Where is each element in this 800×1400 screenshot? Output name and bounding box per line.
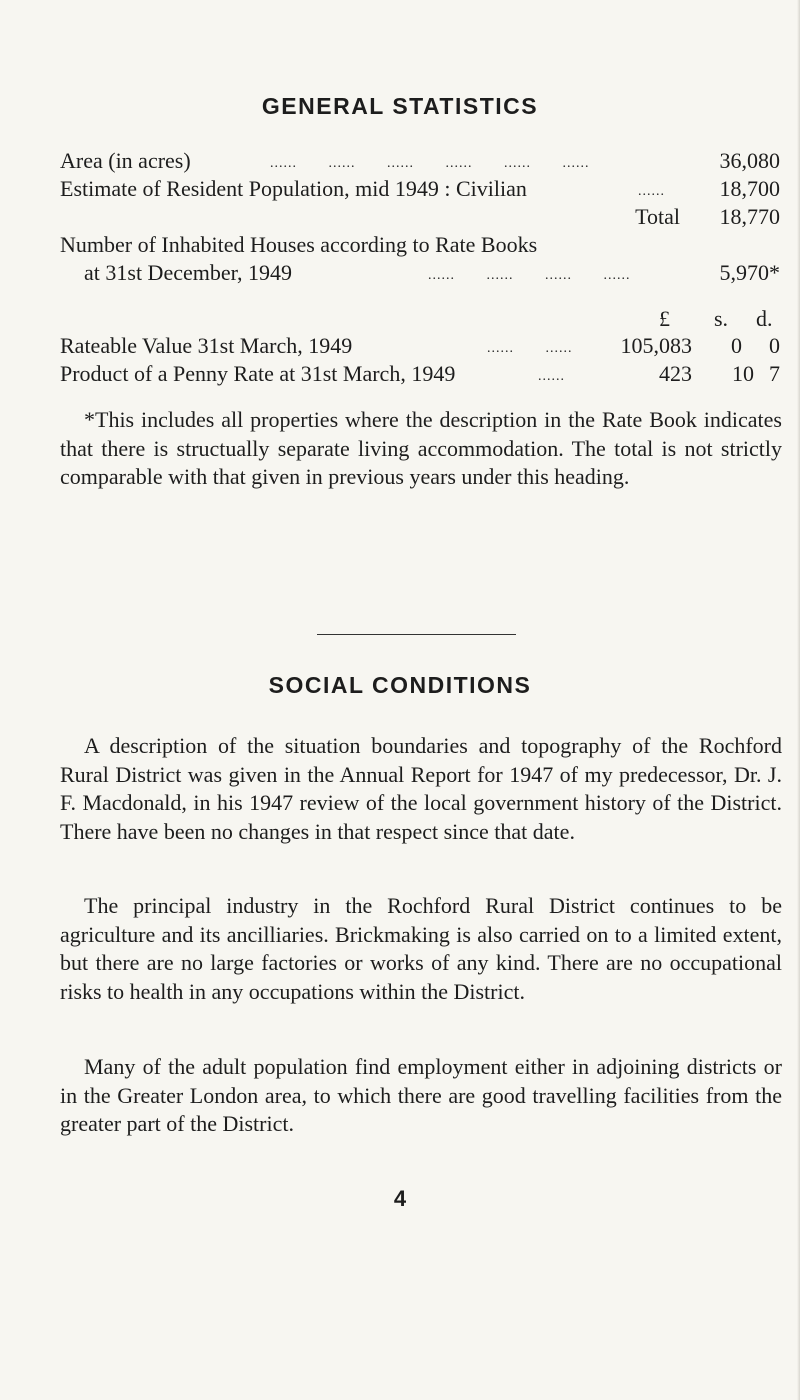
social-conditions-title: SOCIAL CONDITIONS bbox=[268, 672, 532, 698]
social-paragraph: The principal industry in the Rochford Rural District continues to be agriculture and its ancilliaries. Brickmaking is also carried on to a limited extent, but there are no large factories or works of any kind. There are no occupational risks to health in any occupations within the District. bbox=[60, 893, 782, 1004]
leader-dots: ...... bbox=[638, 184, 665, 199]
rateable-value-label: Rateable Value 31st March, 1949 bbox=[60, 333, 353, 358]
penny-rate-pence: 7 bbox=[769, 361, 780, 386]
shillings-header: s. bbox=[714, 306, 729, 331]
social-paragraph: Many of the adult population find employment either in adjoining districts or in the Greater London area, to which there are good travelling facilities from the greater part of the District. bbox=[60, 1054, 782, 1136]
leader-dots: ...... ...... ...... ...... ...... ...... bbox=[270, 156, 590, 171]
population-total-value: 18,770 bbox=[719, 204, 780, 229]
general-statistics-title: GENERAL STATISTICS bbox=[261, 93, 539, 119]
area-value: 36,080 bbox=[719, 148, 780, 173]
rateable-value-pence: 0 bbox=[769, 333, 780, 358]
leader-dots: ...... bbox=[538, 369, 565, 384]
pounds-header: £ bbox=[659, 306, 670, 331]
rateable-value-pounds: 105,083 bbox=[620, 333, 692, 358]
area-label: Area (in acres) bbox=[60, 148, 191, 173]
page-number: 4 bbox=[393, 1186, 407, 1211]
leader-dots: ...... ...... ...... ...... bbox=[428, 268, 631, 283]
pence-header: d. bbox=[756, 306, 773, 331]
houses-label-line1: Number of Inhabited Houses according to Rate Books bbox=[60, 232, 538, 257]
population-label: Estimate of Resident Population, mid 1949 : Civilian bbox=[60, 176, 527, 201]
penny-rate-shillings: 10 bbox=[732, 361, 754, 386]
leader-dots: ...... ...... bbox=[487, 341, 573, 356]
section-divider bbox=[317, 634, 516, 635]
houses-label-line2: at 31st December, 1949 bbox=[84, 260, 293, 285]
population-total-label: Total bbox=[635, 204, 680, 229]
houses-footnote: *This includes all properties where the description in the Rate Book indicates that there is structually separate living accommodation. The total is not strictly comparable with that given in previous years under this heading. bbox=[60, 407, 782, 489]
rateable-value-shillings: 0 bbox=[731, 333, 742, 358]
houses-value: 5,970* bbox=[719, 260, 780, 285]
social-paragraph: A description of the situation boundaries and topography of the Rochford Rural District was given in the Annual Report for 1947 of my predecessor, Dr. J. F. Macdonald, in his 1947 review of the local government history of the District. There have been no changes in that respect since that date. bbox=[60, 733, 782, 844]
penny-rate-pounds: 423 bbox=[659, 361, 692, 386]
penny-rate-label: Product of a Penny Rate at 31st March, 1949 bbox=[60, 361, 456, 386]
population-civilian-value: 18,700 bbox=[719, 176, 780, 201]
